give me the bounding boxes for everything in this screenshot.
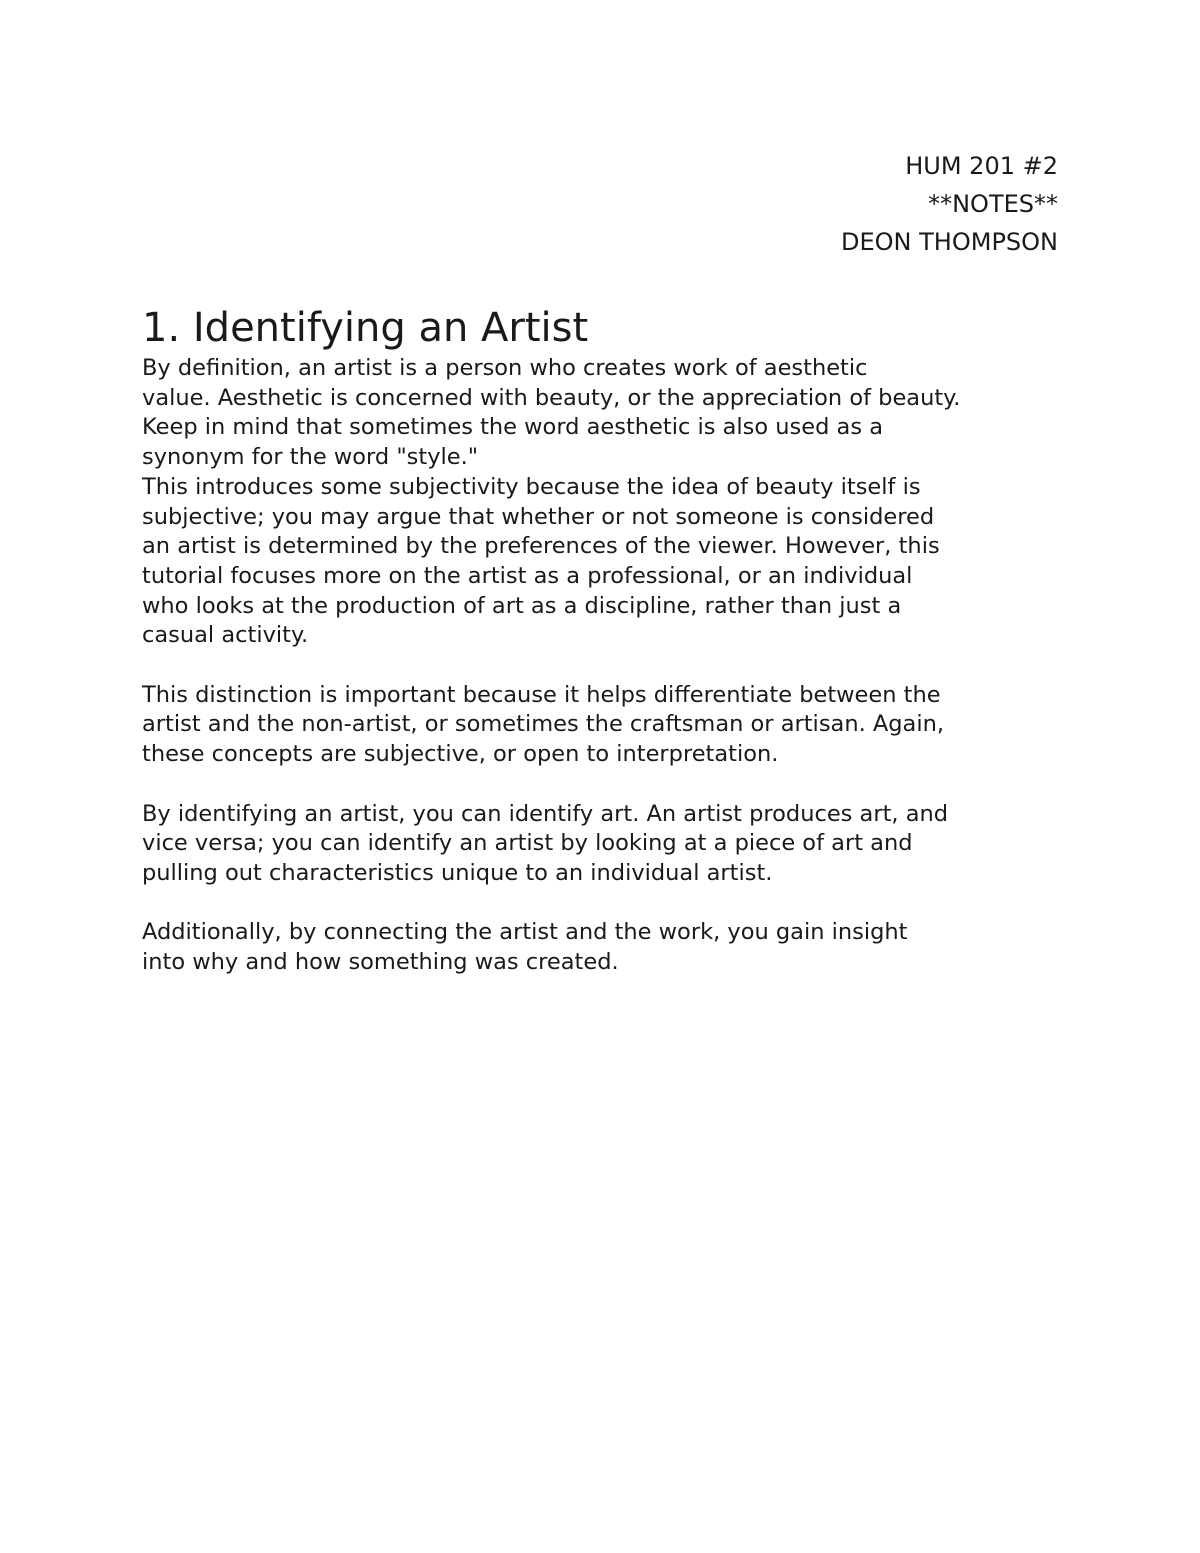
text-line: subjective; you may argue that whether or not someone is considered [142,503,935,530]
text-line: By definition, an artist is a person who creates work of aesthetic [142,355,868,381]
text-line: By identifying an artist, you can identify art. An artist produces art, and [142,800,949,827]
paragraph-identifying [142,800,1062,889]
paragraph-connecting [142,918,1062,977]
section-heading: 1. Identifying an Artist [142,305,589,351]
text-line: This distinction is important because it helps differentiate between the [142,681,941,708]
text-line: into why and how something was created. [142,949,619,976]
text-line: artist and the non-artist, or sometimes the craftsman or artisan. Again, [142,711,945,738]
section-body [142,354,1062,978]
text-line: synonym for the word "style." [142,444,479,471]
course-code: HUM 201 #2 [905,152,1058,180]
text-line: This introduces some subjectivity because the idea of beauty itself is [142,473,921,500]
text-line: tutorial focuses more on the artist as a professional, or an individual [142,562,913,589]
paragraph-subjectivity [142,473,1062,651]
paragraph-definition [142,354,1062,473]
paragraph-distinction [142,681,1062,770]
text-line: an artist is determined by the preferences of the viewer. However, this [142,533,940,560]
document-header [841,147,1058,261]
text-line: Keep in mind that sometimes the word aesthetic is also used as a [142,414,884,441]
author-name: DEON THOMPSON [841,228,1058,256]
text-line: Additionally, by connecting the artist and the work, you gain insight [142,919,908,946]
text-line: pulling out characteristics unique to an individual artist. [142,859,773,886]
text-line: these concepts are subjective, or open to interpretation. [142,741,779,768]
notes-label: **NOTES** [928,190,1058,218]
text-line: casual activity. [142,622,309,649]
text-line: who looks at the production of art as a discipline, rather than just a [142,592,902,619]
text-line: value. Aesthetic is concerned with beauty, or the appreciation of beauty. [142,384,961,411]
text-line: vice versa; you can identify an artist by looking at a piece of art and [142,830,913,857]
